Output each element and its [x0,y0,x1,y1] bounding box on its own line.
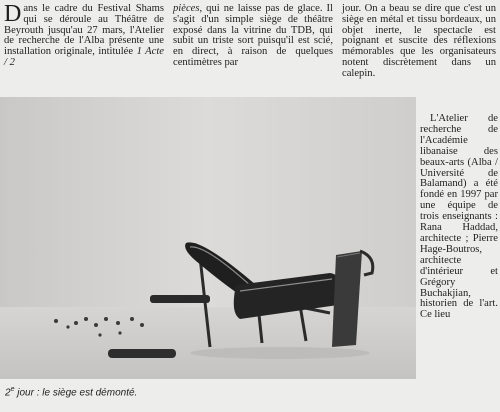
chair-photo-illustration [0,97,416,379]
article-column-3 [342,4,496,80]
article-column-1 [4,1,164,69]
article-column-4 [420,114,498,321]
article-paragraph [4,1,164,69]
article-italic-title: pièces [173,3,200,14]
article-paragraph [173,4,333,69]
installation-photo [0,97,416,379]
article-paragraph [342,4,496,80]
article-text: , qui ne laisse pas de glace. Il s'agit d'un simple siège de théâtre exposé dans la vitrine du TDB, qui subit un triste sort puisqu'il est scié, en direct, à raison de quelques centimètres par [173,3,333,68]
article-text: jour. On a beau se dire que c'est un siège en métal et tissu bordeaux, un objet inerte, le spectacle est poignant et suscite des réflexions mémorables que les organisateurs notent discrètement dans un calepin. [342,3,496,79]
caption-superscript: e [10,386,15,393]
photo-caption [5,386,305,398]
article-paragraph [420,114,498,321]
article-italic-title: 1 Acte / 2 [4,46,164,68]
article-text: L'Atelier de recherche de l'Académie libanaise des beaux-arts (Alba / Université de Balamand) a été fondé en 1997 par une équipe de trois enseignants : Rana Haddad, architecte ; Pierre Hage-Boutros, architecte d'intérieur et Grégory Buchakjian, historien de l'art. Ce lieu [420,113,498,321]
caption-number: 2 [5,387,11,399]
drop-cap: D [4,1,22,27]
caption-text: jour : le siège est démonté. [14,387,138,399]
article-text: ans le cadre du Festival Shams qui se déroule au Théâtre de Beyrouth jusqu'au 27 mars, l'Atelier de recherche de l'Alba présente une installation originale, intitulée [4,3,164,58]
article-column-2 [173,4,333,69]
